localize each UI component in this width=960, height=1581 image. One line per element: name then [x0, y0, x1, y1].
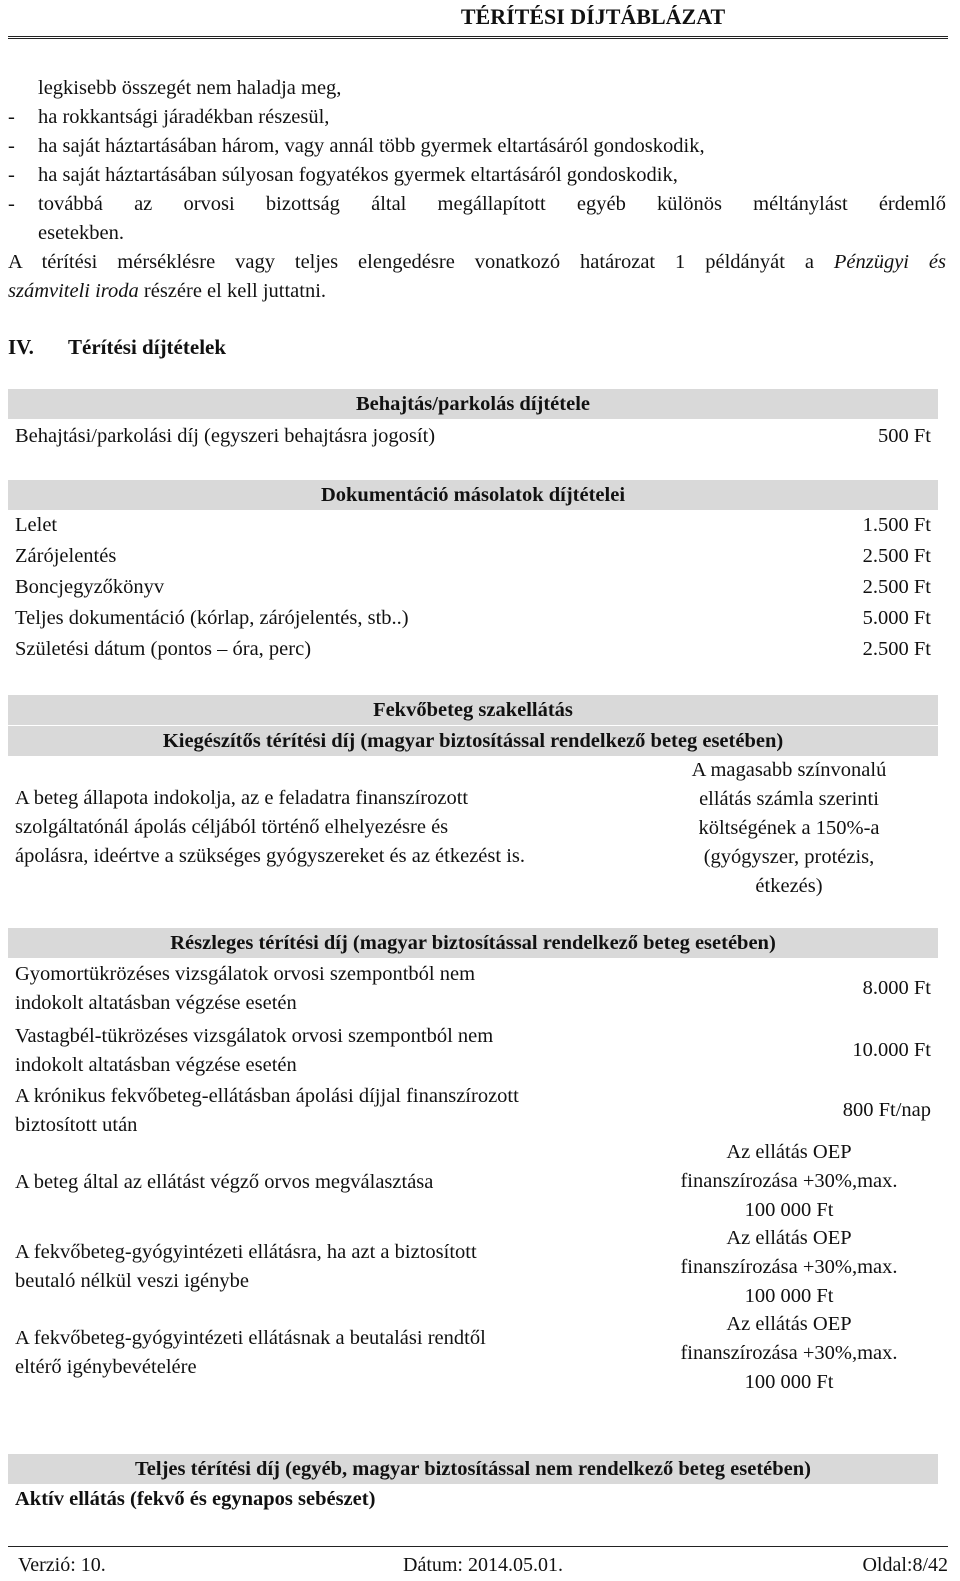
parking-heading: Behajtás/parkolás díjtétele [8, 389, 938, 419]
page-header [8, 0, 948, 39]
list-item: - ha saját háztartásában súlyosan fogyatékos gyermek eltartásáról gondoskodik, [8, 164, 678, 186]
table-row: A krónikus fekvőbeteg-ellátásban ápolási díjjal finanszírozott biztosított után 800 Ft/nap [15, 1085, 931, 1136]
inpatient-description: A beteg állapota indokolja, az e feladatra finanszírozott szolgáltatónál ápolás céljából történő elhelyezésre és ápolásra, ideértve a szükséges gyógyszereket és az étkezést is. [15, 787, 525, 867]
section-title: IV. Térítési díjtételek [8, 335, 227, 359]
inpatient-subheading: Kiegészítős térítési díj (magyar biztosítással rendelkező beteg esetében) [8, 726, 938, 756]
full-heading: Teljes térítési díj (egyéb, magyar biztosítással nem rendelkező beteg esetében) [8, 1454, 938, 1484]
intro-paragraph: A térítési mérséklésre vagy teljes elengedésre vonatkozó határozat 1 példányát a Pénzügyi és [8, 251, 946, 273]
intro-text [8, 74, 946, 306]
date-label: Dátum: 2014.05.01. [403, 1554, 563, 1576]
docs-heading: Dokumentáció másolatok díjtételei [8, 480, 938, 510]
table-row: Születési dátum (pontos – óra, perc) 2.500 Ft [15, 638, 931, 660]
intro-paragraph-end: számviteli iroda részére el kell juttatni. [8, 280, 327, 302]
list-item: - ha rokkantsági járadékban részesül, [8, 106, 330, 128]
table-row: Boncjegyzőkönyv 2.500 Ft [15, 576, 931, 598]
inpatient-heading: Fekvőbeteg szakellátás [8, 695, 938, 725]
page-number: Oldal:8/42 [862, 1554, 948, 1576]
table-row: Teljes dokumentáció (kórlap, zárójelentés, stb..) 5.000 Ft [15, 607, 931, 629]
document-title: TÉRÍTÉSI DÍJTÁBLÁZAT [460, 4, 726, 29]
partial-heading: Részleges térítési díj (magyar biztosítással rendelkező beteg esetében) [8, 928, 938, 958]
inpatient-fee: A magasabb színvonalú ellátás számla szerinti költségének a 150%-a (gyógyszer, protézis, étkezés) [691, 759, 887, 897]
page-footer [8, 1546, 948, 1581]
table-row: A beteg által az ellátást végző orvos megválasztása Az ellátás OEP finanszírozása +30%,max. 100 000 Ft [15, 1141, 898, 1221]
version-label: Verzió: 10. [18, 1554, 106, 1576]
intro-line: legkisebb összegét nem haladja meg, [38, 77, 342, 99]
table-row: Zárójelentés 2.500 Ft [15, 545, 931, 567]
table-row: Behajtási/parkolási díj (egyszeri behajtásra jogosít) 500 Ft [15, 425, 931, 447]
table-row: A fekvőbeteg-gyógyintézeti ellátásnak a beutalási rendtől eltérő igénybevételére Az ellátás OEP finanszírozása +30%,max. 100 000 Ft [15, 1313, 898, 1393]
list-item-continuation: esetekben. [38, 222, 124, 244]
table-row: Vastagbél-tükrözéses vizsgálatok orvosi szempontból nem indokolt altatásban végzése esetén 10.000 Ft [15, 1025, 931, 1076]
table-row: Gyomortükrözéses vizsgálatok orvosi szempontból nem indokolt altatásban végzése esetén 8.000 Ft [15, 963, 931, 1014]
table-row: Lelet 1.500 Ft [15, 514, 931, 536]
table-row: A fekvőbeteg-gyógyintézeti ellátásra, ha azt a biztosított beutaló nélkül veszi igénybe Az ellátás OEP finanszírozása +30%,max. 100 000 Ft [15, 1227, 898, 1307]
list-item: - továbbá az orvosi bizottság által megállapított egyéb különös méltánylást érdemlő [8, 193, 946, 215]
full-subheading: Aktív ellátás (fekvő és egynapos sebészet) [15, 1488, 376, 1510]
list-item: - ha saját háztartásában három, vagy annál több gyermek eltartásáról gondoskodik, [8, 135, 705, 157]
